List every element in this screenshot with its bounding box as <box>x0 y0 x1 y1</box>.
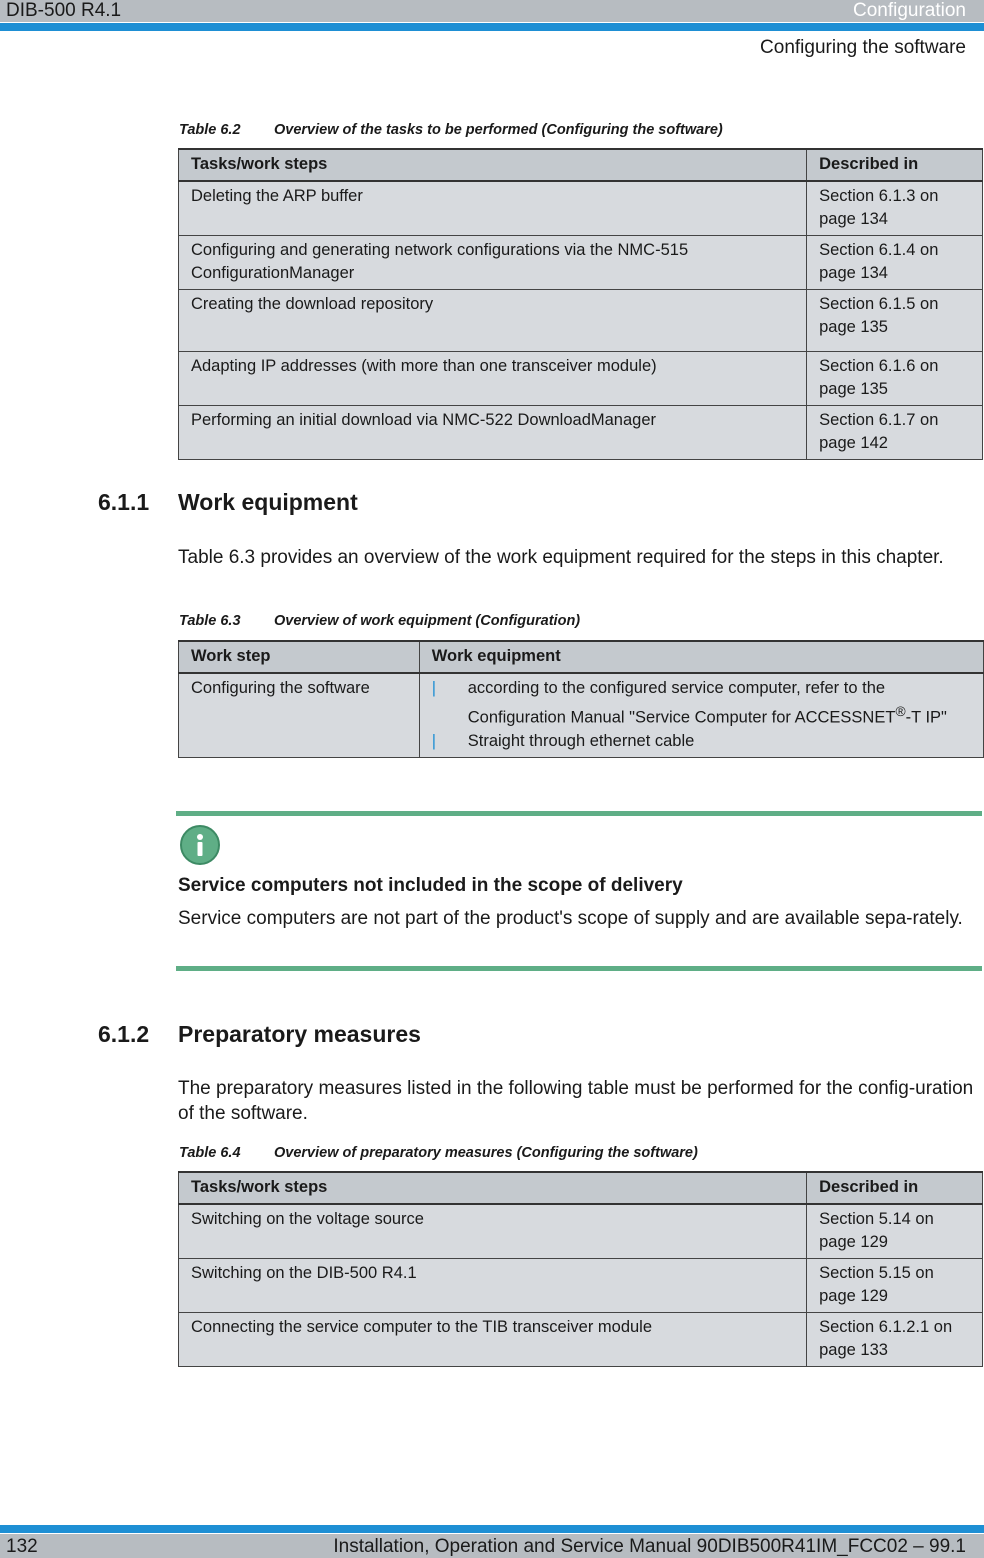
table-6-2 <box>178 148 983 460</box>
section-number: 6.1.1 <box>98 489 150 515</box>
table-cell <box>419 673 983 757</box>
table-header-row <box>179 149 983 181</box>
table-row <box>179 236 983 290</box>
header-chapter-title: Configuration <box>852 0 966 21</box>
list-item <box>432 677 971 730</box>
equipment-list <box>432 677 971 753</box>
section-6-1-2-text: The preparatory measures listed in the following table must be performed for the config-uration of the software. <box>178 1078 974 1124</box>
table-row <box>179 406 983 460</box>
list-item-text: according to the configured service computer, refer to the Configuration Manual "Service Computer for ACCESSNET <box>467 679 896 727</box>
note-bottom-rule <box>176 966 982 971</box>
section-heading-6-1-1 <box>98 489 358 516</box>
note-body: Service computers are not part of the product's scope of supply and are available sepa-rately. <box>178 908 963 929</box>
column-header: Tasks/work steps <box>179 149 807 181</box>
table-cell: Switching on the DIB-500 R4.1 <box>179 1259 807 1313</box>
table-6-2-caption <box>179 122 723 138</box>
table-6-4 <box>178 1171 983 1367</box>
footer-document-title: Installation, Operation and Service Manual 90DIB500R41IM_FCC02 – 99.1 <box>333 1536 966 1557</box>
table-cell: Section 6.1.4 on page 134 <box>807 236 983 290</box>
table-cell: Section 6.1.5 on page 135 <box>807 290 983 352</box>
table-row <box>179 1204 983 1259</box>
table-caption-number: Table 6.2 <box>179 122 241 138</box>
table-cell: Section 6.1.2.1 on page 133 <box>807 1313 983 1367</box>
table-cell: Creating the download repository <box>179 290 807 352</box>
bullet-bar-icon: | <box>431 731 437 750</box>
info-icon-glyph <box>182 827 218 863</box>
column-header: Tasks/work steps <box>179 1172 807 1204</box>
list-item <box>432 730 971 753</box>
table-cell: Deleting the ARP buffer <box>179 181 807 236</box>
table-caption-number: Table 6.4 <box>179 1145 241 1161</box>
table-row <box>179 1259 983 1313</box>
table-cell: Configuring the software <box>179 673 420 757</box>
table-header-row <box>179 1172 983 1204</box>
section-title: Work equipment <box>178 489 358 515</box>
section-title: Preparatory measures <box>178 1021 421 1047</box>
section-6-1-1-text: Table 6.3 provides an overview of the work equipment required for the steps in this chapter. <box>178 547 944 568</box>
table-row <box>179 1313 983 1367</box>
table-cell: Section 6.1.6 on page 135 <box>807 352 983 406</box>
table-cell: Configuring and generating network configurations via the NMC-515 ConfigurationManager <box>179 236 807 290</box>
footer-accent-line <box>0 1525 984 1533</box>
header-section-title: Configuring the software <box>760 37 966 58</box>
section-heading-6-1-2 <box>98 1021 421 1048</box>
bullet-bar-icon: | <box>431 679 437 697</box>
table-cell: Switching on the voltage source <box>179 1204 807 1259</box>
column-header: Described in <box>807 149 983 181</box>
list-item-text-tail: -T IP" <box>905 708 947 727</box>
table-caption-title: Overview of the tasks to be performed (Configuring the software) <box>274 122 723 138</box>
table-caption-title: Overview of work equipment (Configuration) <box>274 613 581 629</box>
table-cell: Connecting the service computer to the TIB transceiver module <box>179 1313 807 1367</box>
table-6-4-caption <box>179 1145 698 1161</box>
table-row <box>179 352 983 406</box>
column-header: Work equipment <box>419 641 983 673</box>
note-top-rule <box>176 811 982 816</box>
table-cell: Section 5.15 on page 129 <box>807 1259 983 1313</box>
column-header: Described in <box>807 1172 983 1204</box>
table-header-row <box>179 641 984 673</box>
header-accent-line <box>0 23 984 31</box>
table-cell: Performing an initial download via NMC-522 DownloadManager <box>179 406 807 460</box>
table-6-3-caption <box>179 613 580 629</box>
table-6-3 <box>178 640 984 758</box>
table-cell: Section 6.1.7 on page 142 <box>807 406 983 460</box>
table-row <box>179 290 983 352</box>
table-row <box>179 673 984 757</box>
table-cell: Adapting IP addresses (with more than one transceiver module) <box>179 352 807 406</box>
table-cell: Section 5.14 on page 129 <box>807 1204 983 1259</box>
header-product-name: DIB-500 R4.1 <box>6 0 122 21</box>
column-header: Work step <box>179 641 420 673</box>
note-title: Service computers not included in the scope of delivery <box>178 875 683 896</box>
info-icon <box>180 825 220 865</box>
section-number: 6.1.2 <box>98 1021 150 1047</box>
footer-page-number: 132 <box>6 1536 38 1557</box>
page-header-bar <box>0 0 984 22</box>
table-caption-number: Table 6.3 <box>179 613 241 629</box>
table-row <box>179 181 983 236</box>
list-item-text: Straight through ethernet cable <box>467 731 695 750</box>
table-caption-title: Overview of preparatory measures (Configuring the software) <box>274 1145 698 1161</box>
registered-mark: ® <box>895 704 906 719</box>
table-cell: Section 6.1.3 on page 134 <box>807 181 983 236</box>
